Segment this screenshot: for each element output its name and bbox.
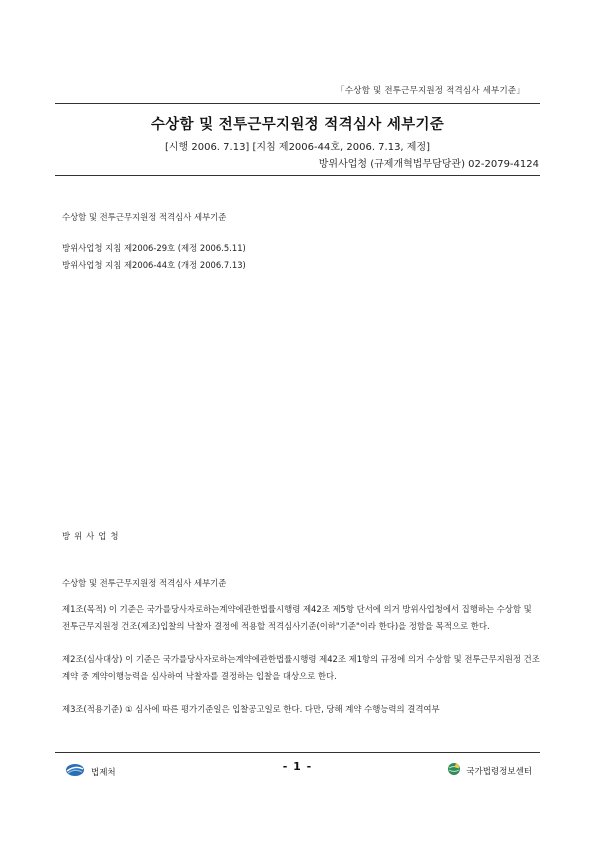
- history-line: 방위사업청 지침 제2006-44호 (개정 2006.7.13): [62, 260, 246, 270]
- title-divider: [55, 175, 540, 176]
- footer-divider: [55, 752, 540, 753]
- contact-info: 방위사업청 (규제개혁법무담당관) 02-2079-4124: [318, 159, 539, 170]
- history-line: 방위사업청 지침 제2006-29호 (제정 2006.5.11): [62, 243, 246, 253]
- body-title-2: 수상함 및 전투근무지원정 적격심사 세부기준: [62, 578, 227, 588]
- footer-right-label: 국가법령정보센터: [466, 766, 532, 777]
- issuer: 방위사업청: [62, 531, 123, 541]
- header-divider: [55, 103, 540, 104]
- article-1: 제1조(목적) 이 기준은 국가를당사자로하는계약에관한법률시행령 제42조 제5항 단서에 의거 방위사업청에서 집행하는 수상함 및 전투근무지원정 건조(제조)입찰의 낙찰자 결정에 적용할 적격심사기준(이하"기준"이라 한다)을 정함을 목적으로 한다.: [62, 604, 532, 631]
- page-number: - 1 -: [282, 760, 313, 773]
- footer: [55, 759, 540, 779]
- page-title: 수상함 및 전투근무지원정 적격심사 세부기준: [150, 117, 445, 133]
- enforcement-info: [시행 2006. 7.13] [지침 제2006-44호, 2006. 7.13, 제정]: [164, 142, 431, 153]
- article-3: 제3조(적용기준) ① 심사에 따른 평가기준일은 입찰공고일로 한다. 다만, 당해 계약 수행능력의 결격여부: [62, 704, 440, 714]
- footer-right: [447, 762, 532, 779]
- header-tag: 「수상함 및 전투근무지원정 적격심사 세부기준」: [336, 86, 525, 96]
- globe-icon: [447, 762, 461, 779]
- article-2: 제2조(심사대상) 이 기준은 국가를당사자로하는계약에관한법률시행령 제42조 제1항의 규정에 의거 수상함 및 전투근무지원정 건조계약 중 계약이행능력을 심사하여 낙찰자를 결정하는 입찰을 대상으로 한다.: [62, 654, 540, 681]
- body-title: 수상함 및 전투근무지원정 적격심사 세부기준: [62, 212, 227, 222]
- footer-left-label: 법제처: [91, 767, 116, 778]
